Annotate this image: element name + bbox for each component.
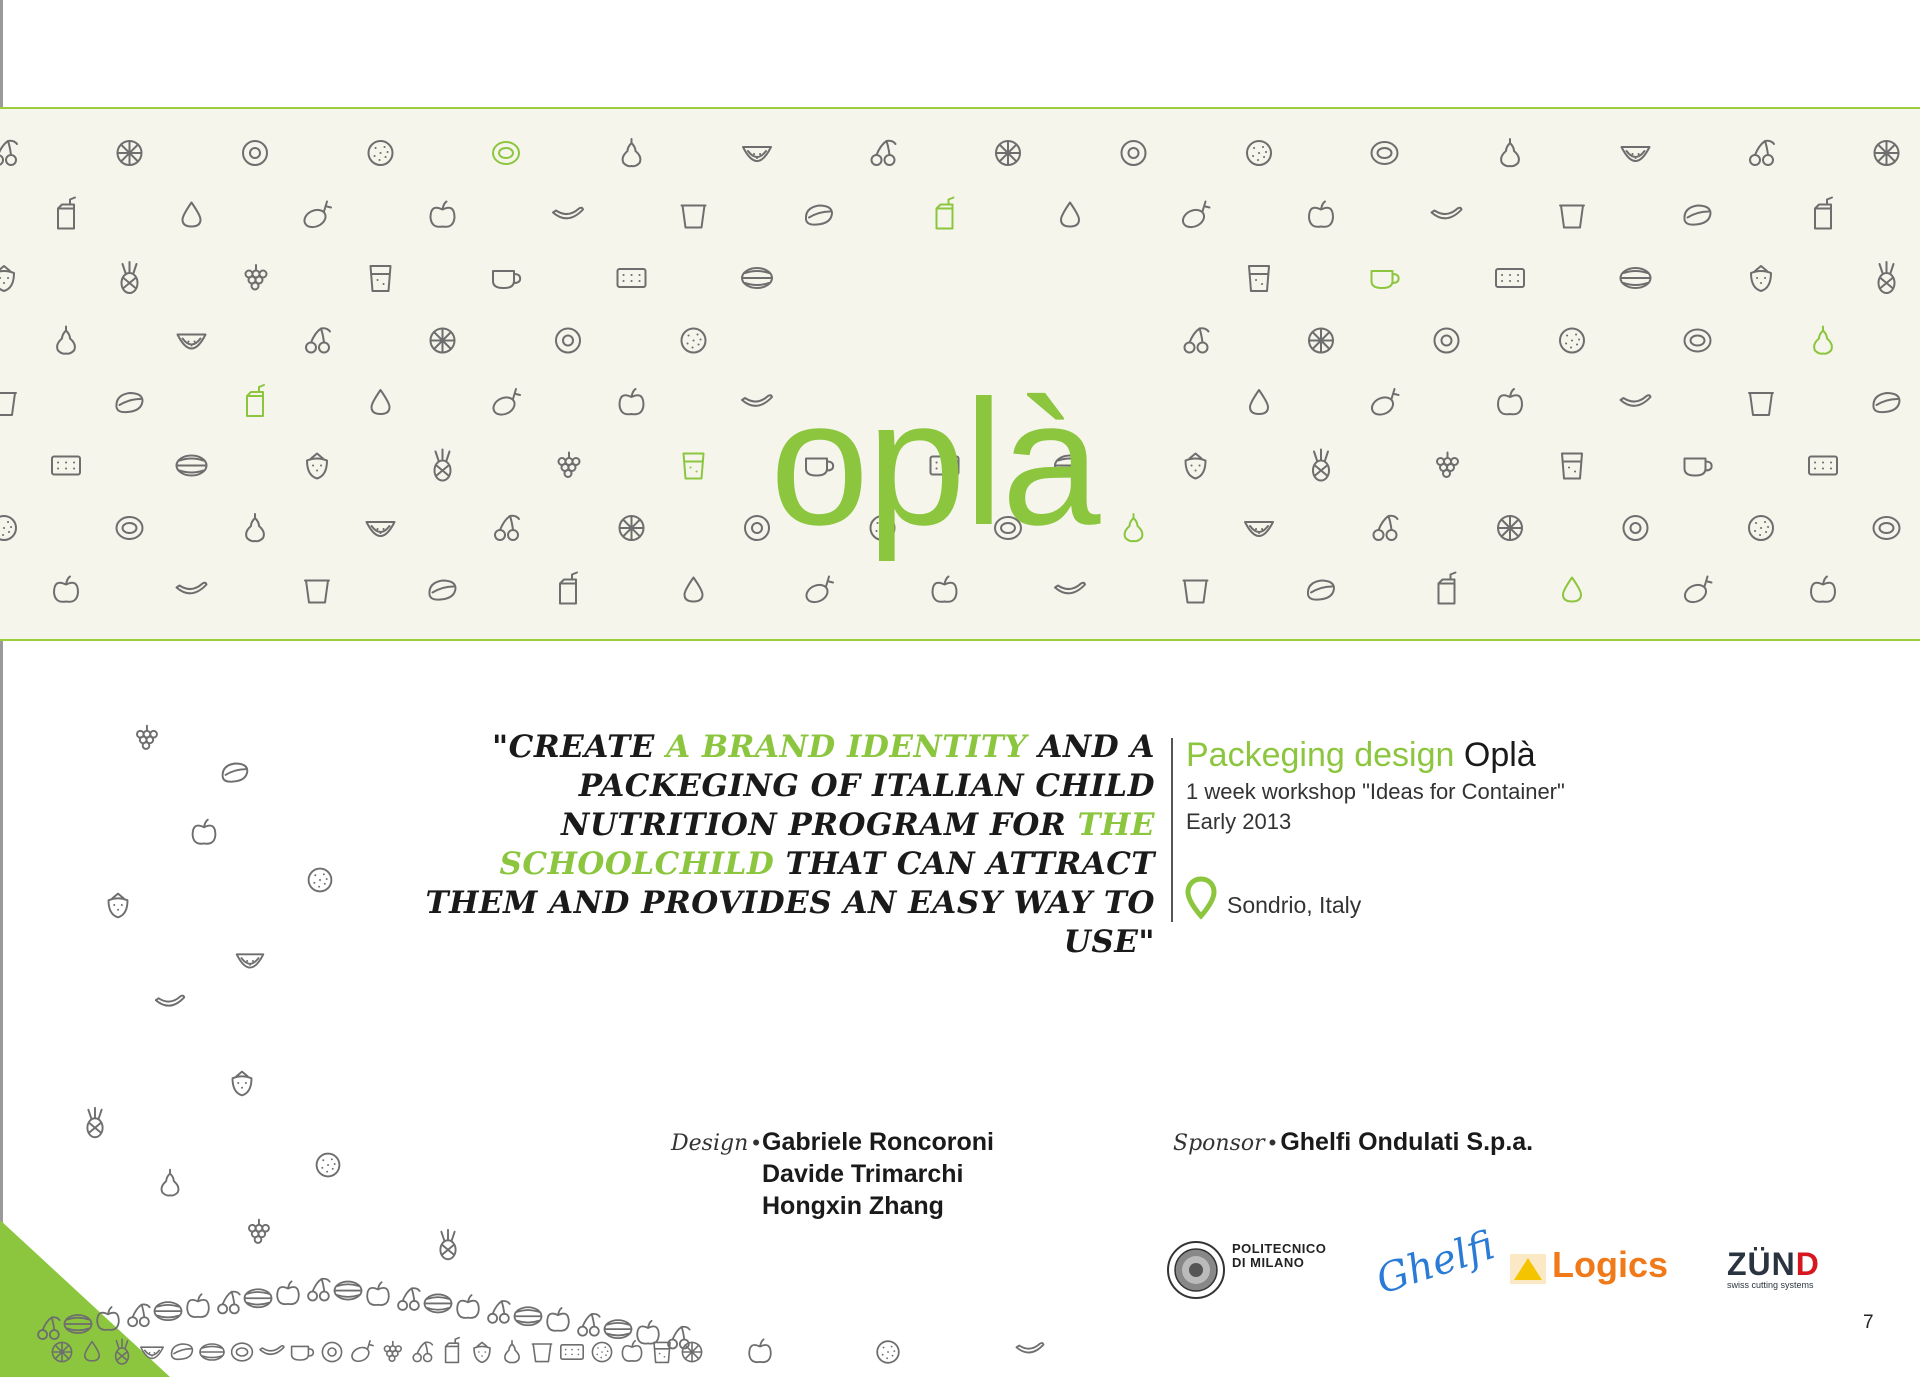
orange-icon <box>52 1342 71 1361</box>
apple-icon <box>277 1281 299 1304</box>
opla-logo: oplà <box>770 363 1099 562</box>
lemon-icon <box>350 1341 373 1364</box>
brief-quote <box>380 728 1155 962</box>
designer-name: Gabriele Roncoroni <box>762 1128 994 1156</box>
strawberry-icon <box>474 1342 490 1362</box>
melon-icon <box>515 1307 542 1325</box>
apple-icon <box>547 1308 569 1331</box>
quote-text-3: THAT CAN ATTRACT THEM AND PROVIDES AN EASY WAY TO USE" <box>425 846 1155 960</box>
banana-icon <box>260 1346 284 1355</box>
zund-tagline: swiss cutting systems <box>1727 1280 1814 1290</box>
cherry-icon <box>488 1301 510 1323</box>
cherry-icon <box>398 1288 420 1310</box>
zund-word: ZÜND <box>1727 1246 1820 1282</box>
project-info <box>1186 733 1565 837</box>
cherry-icon <box>128 1304 150 1326</box>
donut-icon <box>322 1342 341 1361</box>
location-text: Sondrio, Italy <box>1227 892 1362 918</box>
project-title-brand: Oplà <box>1463 736 1536 774</box>
designer-name: Davide Trimarchi <box>762 1160 964 1188</box>
cup-icon <box>292 1346 314 1360</box>
designer-list <box>762 1126 994 1222</box>
strawberry-icon <box>233 1072 252 1096</box>
apple-icon <box>193 820 216 844</box>
grapes-icon <box>249 1220 269 1243</box>
pear-icon <box>505 1341 519 1363</box>
melon-icon <box>245 1289 272 1307</box>
sponsor-name: Ghelfi Ondulati S.p.a. <box>1280 1128 1534 1156</box>
project-title-prefix: Packeging design <box>1186 736 1464 774</box>
cherry-icon <box>413 1342 432 1361</box>
apple-icon <box>187 1294 209 1317</box>
mango-icon <box>172 1344 193 1359</box>
apple-icon <box>637 1321 659 1344</box>
biscuit-icon <box>561 1345 583 1359</box>
cherry-icon <box>578 1314 600 1336</box>
project-title <box>1186 733 1565 777</box>
melon-icon <box>65 1315 92 1333</box>
strawberry-icon <box>109 894 128 918</box>
page-number: 7 <box>1863 1312 1874 1333</box>
cookie-icon <box>877 1341 899 1363</box>
bullet-dot: • <box>1268 1130 1277 1155</box>
quote-text-1: "CREATE <box>492 729 667 765</box>
ghelfi-logo: Ghelfi <box>1370 1222 1501 1304</box>
polimi-seal-icon <box>1166 1240 1226 1300</box>
polimi-name: POLITECNICO DI MILANO <box>1232 1241 1327 1270</box>
vertical-divider <box>1171 738 1173 922</box>
quote-text-2: AND A PACKEGING OF ITALIAN CHILD NUTRITION PROGRAM FOR <box>561 729 1155 843</box>
pineapple-icon <box>87 1108 102 1137</box>
juice-box-icon <box>446 1338 460 1363</box>
workshop-line: 1 week workshop "Ideas for Container" <box>1186 779 1565 804</box>
grapes-icon <box>384 1342 401 1362</box>
quote-highlight-brand-identity: A BRAND IDENTITY <box>666 729 1028 765</box>
cookie-icon <box>317 1154 340 1177</box>
orange-icon <box>682 1342 701 1361</box>
apple-icon <box>367 1282 389 1305</box>
banana-icon <box>1017 1343 1044 1353</box>
design-label: Design <box>671 1131 749 1156</box>
sponsor-credit <box>1173 1128 1533 1157</box>
sponsor-label: Sponsor <box>1173 1131 1265 1156</box>
melon-icon <box>155 1302 182 1320</box>
mango-icon <box>223 764 248 782</box>
bullet-dot: • <box>752 1130 760 1155</box>
zund-logo <box>1727 1248 1820 1290</box>
melon-icon <box>425 1294 452 1312</box>
designer-name: Hongxin Zhang <box>762 1192 944 1220</box>
cherry-icon <box>218 1292 240 1314</box>
cherry-icon <box>668 1327 690 1349</box>
cherry-icon <box>308 1279 330 1301</box>
map-pin-icon <box>1184 876 1218 920</box>
apple-icon <box>622 1341 641 1361</box>
kiwi-icon <box>232 1343 253 1361</box>
pineapple-icon <box>440 1230 455 1259</box>
yogurt-icon <box>532 1344 551 1362</box>
pear-icon <box>162 1170 179 1196</box>
logics-word: Logics <box>1552 1244 1669 1285</box>
apple-icon <box>749 1339 771 1362</box>
watermelon-icon <box>237 954 264 967</box>
date-line: Early 2013 <box>1186 809 1292 834</box>
grapes-icon <box>137 726 157 749</box>
apple-icon <box>457 1295 479 1318</box>
cookie-icon <box>309 869 332 892</box>
melon-icon <box>335 1282 362 1300</box>
logics-mark-icon <box>1510 1254 1546 1284</box>
melon-icon <box>200 1344 224 1360</box>
melon-icon <box>605 1320 632 1338</box>
quote-highlight-schoolchild: THE SCHOOLCHILD <box>499 807 1155 882</box>
banana-icon <box>156 996 185 1006</box>
cookie-icon <box>592 1342 611 1361</box>
